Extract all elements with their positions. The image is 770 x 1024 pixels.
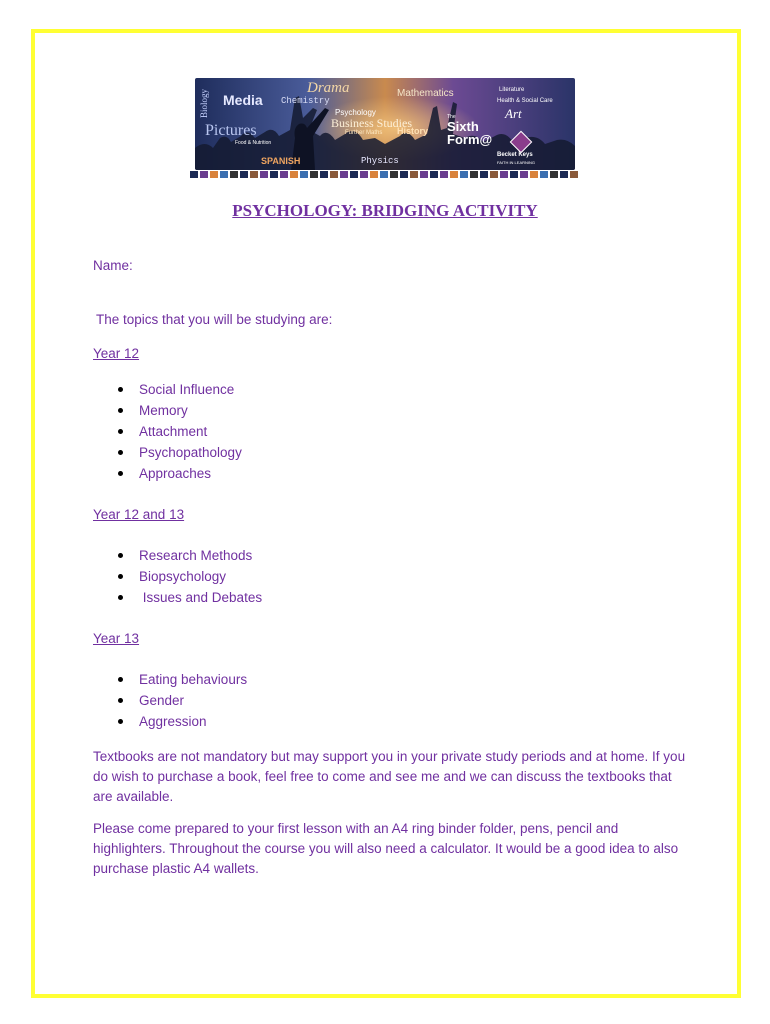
list-item: Eating behaviours <box>93 669 247 690</box>
banner-word-biology: Biology <box>199 88 209 118</box>
list-item: Biopsychology <box>93 566 262 587</box>
banner-word-food: Food & Nutrition <box>235 140 272 146</box>
bullet-icon <box>118 387 123 392</box>
page-title: PSYCHOLOGY: BRIDGING ACTIVITY <box>232 201 538 220</box>
strip-tile <box>420 171 428 178</box>
banner-word-further-maths: Further Maths <box>345 130 383 136</box>
list-item: Research Methods <box>93 545 262 566</box>
banner-word-mathematics: Mathematics <box>397 88 454 99</box>
strip-tile <box>310 171 318 178</box>
strip-tile <box>510 171 518 178</box>
banner-word-business: Business Studies <box>331 116 413 130</box>
banner-word-psychology: Psychology <box>335 108 376 117</box>
topic-list-year-13 <box>93 669 247 732</box>
strip-tile <box>450 171 458 178</box>
strip-tile <box>520 171 528 178</box>
logo-sixth: Sixth <box>447 119 479 134</box>
banner-word-physics: Physics <box>361 156 399 166</box>
banner-word-chemistry: Chemistry <box>281 96 330 106</box>
list-item: Issues and Debates <box>93 587 262 608</box>
banner-word-drama: Drama <box>307 80 350 96</box>
bullet-icon <box>118 595 123 600</box>
strip-tile <box>350 171 358 178</box>
section-heading-year-13: Year 13 <box>93 631 140 646</box>
banner-word-spanish: SPANISH <box>261 156 301 166</box>
strip-tile <box>470 171 478 178</box>
strip-tile <box>200 171 208 178</box>
list-item: Memory <box>93 400 242 421</box>
strip-tile <box>320 171 328 178</box>
strip-tile <box>440 171 448 178</box>
strip-tile <box>430 171 438 178</box>
banner-word-literature: Literature <box>499 87 525 93</box>
strip-tile <box>540 171 548 178</box>
name-label: Name: <box>93 258 133 273</box>
strip-tile <box>300 171 308 178</box>
strip-tile <box>360 171 368 178</box>
strip-tile <box>240 171 248 178</box>
strip-tile <box>570 171 578 178</box>
bullet-icon <box>118 574 123 579</box>
logo-the: The <box>447 114 456 120</box>
banner-word-health: Health & Social Care <box>497 98 553 104</box>
strip-tile <box>380 171 388 178</box>
logo-tagline: FAITH IN LEARNING <box>497 160 536 165</box>
strip-tile <box>550 171 558 178</box>
section-heading-year-12-and-13: Year 12 and 13 <box>93 507 185 522</box>
list-item: Psychopathology <box>93 442 242 463</box>
strip-tile <box>390 171 398 178</box>
intro-text: The topics that you will be studying are: <box>96 312 333 327</box>
strip-tile <box>210 171 218 178</box>
list-item: Social Influence <box>93 379 242 400</box>
strip-tile <box>370 171 378 178</box>
strip-tile <box>410 171 418 178</box>
sixth-form-banner <box>195 78 575 170</box>
banner-word-pictures: Pictures <box>205 122 257 139</box>
list-item: Gender <box>93 690 247 711</box>
strip-tile <box>190 171 198 178</box>
list-item: Aggression <box>93 711 247 732</box>
list-item: Attachment <box>93 421 242 442</box>
strip-tile <box>340 171 348 178</box>
list-item: Approaches <box>93 463 242 484</box>
strip-tile <box>560 171 568 178</box>
strip-tile <box>530 171 538 178</box>
banner-word-art: Art <box>505 106 522 121</box>
strip-tile <box>460 171 468 178</box>
strip-tile <box>250 171 258 178</box>
strip-tile <box>260 171 268 178</box>
strip-tile <box>280 171 288 178</box>
bullet-icon <box>118 471 123 476</box>
banner-word-media: Media <box>223 92 263 108</box>
strip-tile <box>480 171 488 178</box>
bullet-icon <box>118 450 123 455</box>
logo-school-name: Becket Keys <box>497 152 533 158</box>
strip-tile <box>290 171 298 178</box>
strip-tile <box>270 171 278 178</box>
strip-tile <box>500 171 508 178</box>
topic-list-year-12 <box>93 379 242 484</box>
strip-tile <box>330 171 338 178</box>
bullet-icon <box>118 698 123 703</box>
topic-list-year-12-and-13 <box>93 545 262 608</box>
strip-tile <box>220 171 228 178</box>
bullet-icon <box>118 677 123 682</box>
strip-tile <box>400 171 408 178</box>
strip-tile <box>230 171 238 178</box>
banner-color-strip <box>190 170 580 179</box>
textbooks-paragraph: Textbooks are not mandatory but may support you in your private study periods and at home. If you do wish to purchase a book, feel free to come and see me and we can discuss the textbooks that are available. <box>93 749 686 804</box>
section-heading-year-12: Year 12 <box>93 346 140 361</box>
banner-word-history: History <box>397 126 429 136</box>
logo-form: Form@ <box>447 132 493 147</box>
strip-tile <box>490 171 498 178</box>
bullet-icon <box>118 719 123 724</box>
bullet-icon <box>118 408 123 413</box>
equipment-paragraph: Please come prepared to your first lesson with an A4 ring binder folder, pens, pencil and highlighters. Throughout the course you will also need a calculator. It would be a good idea to also purchase plastic A4 wallets. <box>93 821 679 876</box>
bullet-icon <box>118 553 123 558</box>
bullet-icon <box>118 429 123 434</box>
